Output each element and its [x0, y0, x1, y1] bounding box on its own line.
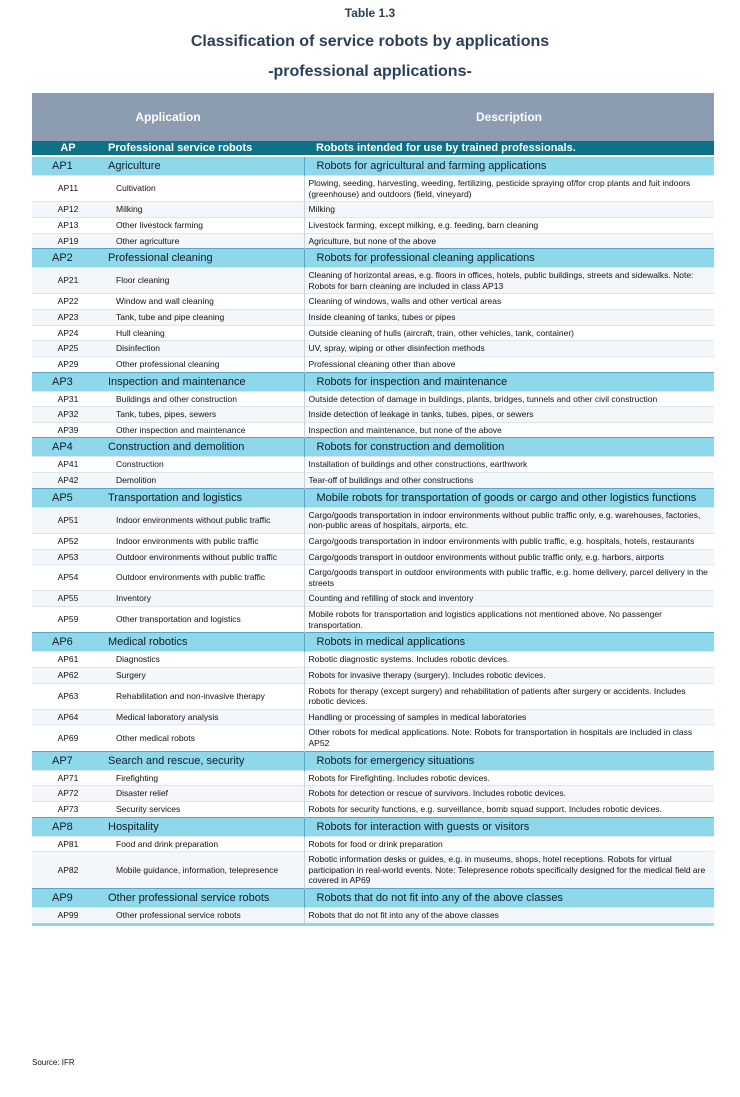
row-application: Hull cleaning	[104, 325, 304, 341]
row-description: Cargo/goods transportation in indoor environments with public traffic, e.g. hospitals, hotels, restaurants	[304, 533, 714, 549]
row-application: Other livestock farming	[104, 217, 304, 233]
row-code: AP12	[32, 202, 104, 218]
row-code: AP62	[32, 667, 104, 683]
row-description: Robots for therapy (except surgery) and rehabilitation of patients after surgery or accidents. Includes robotic devices.	[304, 683, 714, 709]
category-row	[32, 889, 714, 908]
table-row	[32, 591, 714, 607]
category-code: AP7	[32, 751, 104, 770]
category-application: Medical robotics	[104, 633, 304, 652]
category-code: AP1	[32, 156, 104, 176]
table-row	[32, 565, 714, 591]
row-code: AP63	[32, 683, 104, 709]
table-title: Classification of service robots by applications	[190, 33, 550, 50]
category-code: AP4	[32, 438, 104, 457]
table-row	[32, 457, 714, 473]
row-description: Robots that do not fit into any of the above classes	[304, 908, 714, 923]
row-code: AP69	[32, 725, 104, 751]
category-application: Search and rescue, security	[104, 751, 304, 770]
row-description: Cargo/goods transport in outdoor environments with public traffic, e.g. home delivery, parcel delivery in the streets	[304, 565, 714, 591]
row-code: AP31	[32, 391, 104, 407]
row-description: Cargo/goods transport in outdoor environments without public traffic only, e.g. harbors, airports	[304, 549, 714, 565]
row-description: Robots for invasive therapy (surgery). Includes robotic devices.	[304, 667, 714, 683]
row-description: Cleaning of horizontal areas, e.g. floors in offices, hotels, public buildings, streets and sidewalks. Note: Robots for barn cleaning are included in class AP13	[304, 268, 714, 294]
row-description: Mobile robots for transportation and logistics applications not mentioned above. No passenger transportation.	[304, 607, 714, 633]
category-row	[32, 751, 714, 770]
category-application: Construction and demolition	[104, 438, 304, 457]
row-description: Tear-off of buildings and other constructions	[304, 473, 714, 489]
row-description: Inside cleaning of tanks, tubes or pipes	[304, 310, 714, 326]
row-application: Buildings and other construction	[104, 391, 304, 407]
category-application: Inspection and maintenance	[104, 372, 304, 391]
row-code: AP19	[32, 233, 104, 249]
table-row	[32, 801, 714, 817]
row-application: Milking	[104, 202, 304, 218]
table-row	[32, 683, 714, 709]
row-code: AP61	[32, 652, 104, 668]
row-application: Food and drink preparation	[104, 836, 304, 852]
row-description: Livestock farming, except milking, e.g. feeding, barn cleaning	[304, 217, 714, 233]
row-application: Security services	[104, 801, 304, 817]
table-bottom-rule	[32, 923, 714, 926]
row-application: Demolition	[104, 473, 304, 489]
category-description: Robots for construction and demolition	[304, 438, 714, 457]
row-code: AP39	[32, 422, 104, 438]
table-row	[32, 549, 714, 565]
row-description: Robots for Firefighting. Includes robotic devices.	[304, 770, 714, 786]
category-code: AP8	[32, 817, 104, 836]
category-description: Robots for agricultural and farming applications	[304, 156, 714, 176]
category-application: Professional cleaning	[104, 249, 304, 268]
category-application: Other professional service robots	[104, 889, 304, 908]
row-code: AP53	[32, 549, 104, 565]
category-row	[32, 817, 714, 836]
table-row	[32, 908, 714, 923]
classification-table	[32, 93, 714, 926]
row-code: AP32	[32, 407, 104, 423]
row-description: Robotic diagnostic systems. Includes robotic devices.	[304, 652, 714, 668]
category-description: Robots for professional cleaning applications	[304, 249, 714, 268]
table-row	[32, 422, 714, 438]
row-code: AP41	[32, 457, 104, 473]
row-application: Construction	[104, 457, 304, 473]
row-code: AP22	[32, 294, 104, 310]
application-header: Application	[32, 93, 304, 141]
row-code: AP72	[32, 786, 104, 802]
row-application: Other inspection and maintenance	[104, 422, 304, 438]
bottom-rule-cell	[32, 923, 714, 926]
category-application: Hospitality	[104, 817, 304, 836]
row-description: Robots for security functions, e.g. surveillance, bomb squad support. Includes robotic devices.	[304, 801, 714, 817]
top-code: AP	[32, 141, 104, 156]
category-code: AP5	[32, 488, 104, 507]
table-row	[32, 391, 714, 407]
category-code: AP9	[32, 889, 104, 908]
table-row	[32, 836, 714, 852]
row-code: AP73	[32, 801, 104, 817]
row-description: Plowing, seeding, harvesting, weeding, fertilizing, pesticide spraying of/for crop plants and fuit indoors (greenhouse) and outdoors (field, vineyard)	[304, 176, 714, 202]
table-row	[32, 709, 714, 725]
row-description: Robotic information desks or guides, e.g. in museums, shops, hotel receptions. Robots for virtual participation in real-world events. Note: Telepresence robots specifically designed for the medical field are covered in AP69	[304, 852, 714, 889]
row-code: AP99	[32, 908, 104, 923]
top-category-row	[32, 141, 714, 156]
row-application: Surgery	[104, 667, 304, 683]
row-application: Indoor environments with public traffic	[104, 533, 304, 549]
category-description: Robots for inspection and maintenance	[304, 372, 714, 391]
table-row	[32, 233, 714, 249]
row-code: AP13	[32, 217, 104, 233]
row-application: Other professional cleaning	[104, 356, 304, 372]
row-description: Robots for food or drink preparation	[304, 836, 714, 852]
row-application: Tank, tube and pipe cleaning	[104, 310, 304, 326]
row-application: Outdoor environments without public traffic	[104, 549, 304, 565]
row-application: Mobile guidance, information, telepresence	[104, 852, 304, 889]
table-subtitle: -professional applications-	[268, 63, 472, 80]
row-code: AP11	[32, 176, 104, 202]
table-row	[32, 268, 714, 294]
row-application: Other professional service robots	[104, 908, 304, 923]
category-description: Robots for interaction with guests or visitors	[304, 817, 714, 836]
table-body	[32, 141, 714, 926]
table-row	[32, 310, 714, 326]
row-code: AP55	[32, 591, 104, 607]
row-description: Outside cleaning of hulls (aircraft, train, other vehicles, tank, container)	[304, 325, 714, 341]
row-application: Medical laboratory analysis	[104, 709, 304, 725]
table-row	[32, 507, 714, 533]
row-application: Firefighting	[104, 770, 304, 786]
table-row	[32, 325, 714, 341]
category-code: AP6	[32, 633, 104, 652]
table-row	[32, 356, 714, 372]
row-description: Installation of buildings and other constructions, earthwork	[304, 457, 714, 473]
top-description: Robots intended for use by trained professionals.	[304, 141, 714, 156]
table-row	[32, 217, 714, 233]
table-row	[32, 786, 714, 802]
table-row	[32, 202, 714, 218]
table-row	[32, 607, 714, 633]
source-note: Source: IFR	[32, 1058, 75, 1067]
header-row	[32, 93, 714, 141]
row-application: Other agriculture	[104, 233, 304, 249]
row-application: Outdoor environments with public traffic	[104, 565, 304, 591]
row-code: AP52	[32, 533, 104, 549]
row-code: AP64	[32, 709, 104, 725]
row-description: Inspection and maintenance, but none of the above	[304, 422, 714, 438]
table-row	[32, 667, 714, 683]
table-row	[32, 294, 714, 310]
row-code: AP51	[32, 507, 104, 533]
row-application: Window and wall cleaning	[104, 294, 304, 310]
category-row	[32, 249, 714, 268]
table-row	[32, 770, 714, 786]
row-application: Rehabilitation and non-invasive therapy	[104, 683, 304, 709]
row-application: Tank, tubes, pipes, sewers	[104, 407, 304, 423]
row-application: Cultivation	[104, 176, 304, 202]
row-code: AP23	[32, 310, 104, 326]
table-row	[32, 341, 714, 357]
table-row	[32, 533, 714, 549]
table-row	[32, 725, 714, 751]
row-application: Floor cleaning	[104, 268, 304, 294]
row-description: Professional cleaning other than above	[304, 356, 714, 372]
row-code: AP24	[32, 325, 104, 341]
row-description: Outside detection of damage in buildings, plants, bridges, tunnels and other civil construction	[304, 391, 714, 407]
category-description: Robots that do not fit into any of the above classes	[304, 889, 714, 908]
category-application: Agriculture	[104, 156, 304, 176]
row-application: Other transportation and logistics	[104, 607, 304, 633]
row-code: AP59	[32, 607, 104, 633]
row-application: Indoor environments without public traffic	[104, 507, 304, 533]
row-application: Disinfection	[104, 341, 304, 357]
category-description: Robots for emergency situations	[304, 751, 714, 770]
row-code: AP71	[32, 770, 104, 786]
row-code: AP21	[32, 268, 104, 294]
row-description: Other robots for medical applications. Note: Robots for transportation in hospitals are included in class AP52	[304, 725, 714, 751]
row-description: Cargo/goods transportation in indoor environments without public traffic only, e.g. warehouses, factories, non-public areas of hospitals, airports, etc.	[304, 507, 714, 533]
category-code: AP2	[32, 249, 104, 268]
row-description: Milking	[304, 202, 714, 218]
table-row	[32, 473, 714, 489]
row-description: Handling or processing of samples in medical laboratories	[304, 709, 714, 725]
table-row	[32, 652, 714, 668]
row-code: AP81	[32, 836, 104, 852]
category-row	[32, 488, 714, 507]
row-description: Counting and refilling of stock and inventory	[304, 591, 714, 607]
category-row	[32, 156, 714, 176]
row-code: AP29	[32, 356, 104, 372]
row-application: Disaster relief	[104, 786, 304, 802]
row-code: AP54	[32, 565, 104, 591]
table-row	[32, 407, 714, 423]
row-code: AP82	[32, 852, 104, 889]
category-row	[32, 438, 714, 457]
row-description: Agriculture, but none of the above	[304, 233, 714, 249]
category-application: Transportation and logistics	[104, 488, 304, 507]
row-description: Cleaning of windows, walls and other vertical areas	[304, 294, 714, 310]
table-row	[32, 852, 714, 889]
row-application: Diagnostics	[104, 652, 304, 668]
row-application: Other medical robots	[104, 725, 304, 751]
description-header: Description	[304, 93, 714, 141]
category-description: Mobile robots for transportation of goods or cargo and other logistics functions	[304, 488, 714, 507]
category-row	[32, 372, 714, 391]
table-row	[32, 176, 714, 202]
top-application: Professional service robots	[104, 141, 304, 156]
row-description: Inside detection of leakage in tanks, tubes, pipes, or sewers	[304, 407, 714, 423]
row-description: Robots for detection or rescue of survivors. Includes robotic devices.	[304, 786, 714, 802]
category-code: AP3	[32, 372, 104, 391]
category-description: Robots in medical applications	[304, 633, 714, 652]
row-application: Inventory	[104, 591, 304, 607]
row-description: UV, spray, wiping or other disinfection methods	[304, 341, 714, 357]
category-row	[32, 633, 714, 652]
row-code: AP25	[32, 341, 104, 357]
row-code: AP42	[32, 473, 104, 489]
table-number: Table 1.3	[344, 6, 396, 20]
